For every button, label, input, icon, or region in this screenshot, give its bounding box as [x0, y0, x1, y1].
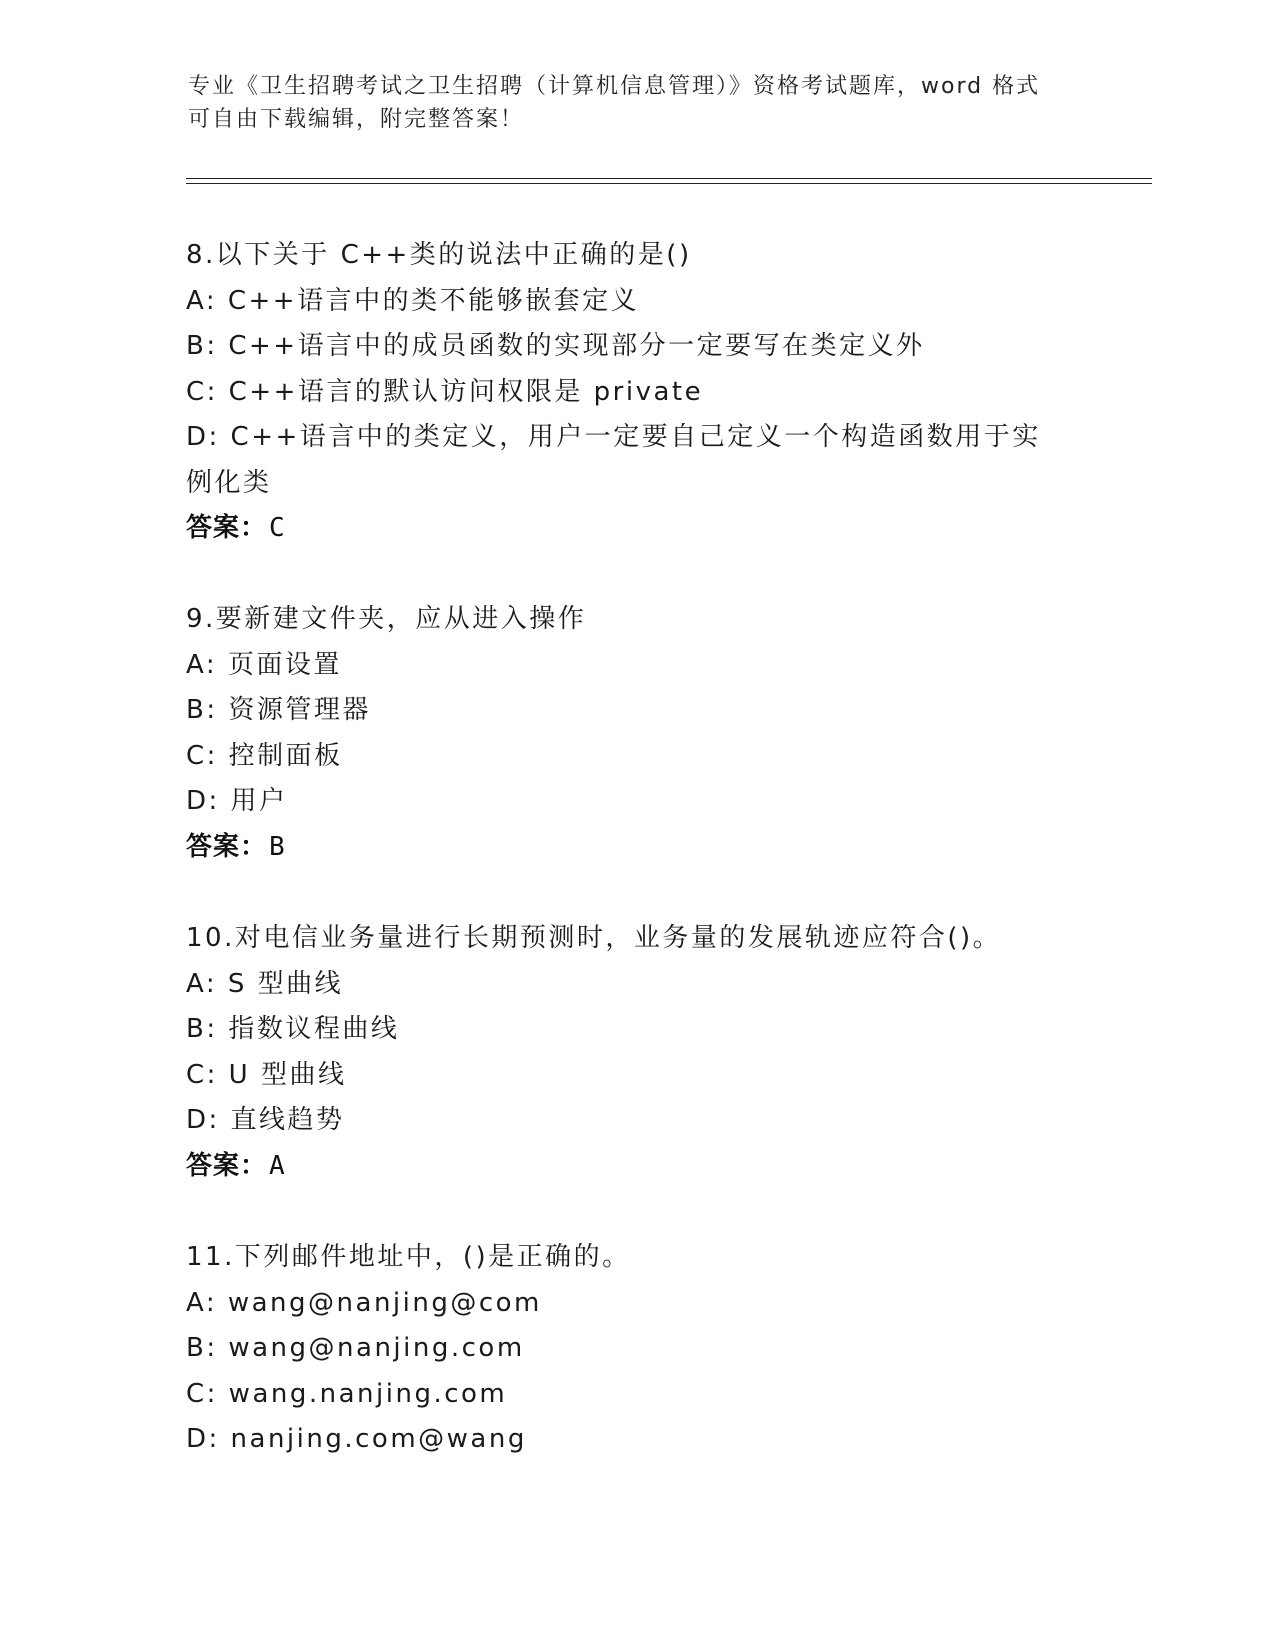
answer-label: 答案：: [186, 831, 268, 862]
option-c: C: C++语言的默认访问权限是 private: [186, 376, 704, 407]
option-b: B: 资源管理器: [186, 695, 371, 725]
option-d: D: 直线趋势: [186, 1105, 345, 1135]
answer-line: [186, 1144, 1086, 1190]
option-c: C: wang.nanjing.com: [186, 1378, 508, 1409]
answer-line: [186, 825, 1086, 871]
question-11: [186, 1235, 1086, 1463]
answer-label: 答案：: [186, 1150, 268, 1181]
question-stem: 11.下列邮件地址中，()是正确的。: [186, 1242, 631, 1272]
header-divider-top: [186, 178, 1152, 179]
answer-value: A: [269, 1150, 286, 1181]
answer-value: B: [269, 831, 286, 862]
question-10: [186, 916, 1086, 1189]
option-d: D: nanjing.com@wang: [186, 1424, 527, 1454]
option-a: A: C++语言中的类不能够嵌套定义: [186, 285, 640, 316]
question-stem: 9.要新建文件夹，应从进入操作: [186, 604, 587, 634]
answer-line: [186, 506, 1086, 552]
option-c: C: 控制面板: [186, 740, 343, 771]
document-header: [188, 70, 1088, 136]
option-b: B: C++语言中的成员函数的实现部分一定要写在类定义外: [186, 331, 925, 361]
option-d: D: 用户: [186, 786, 288, 816]
option-c: C: U 型曲线: [186, 1059, 347, 1090]
question-9: [186, 597, 1086, 870]
answer-value: C: [269, 513, 286, 543]
option-a: A: wang@nanjing@com: [186, 1287, 542, 1318]
option-b: B: 指数议程曲线: [186, 1014, 400, 1044]
option-d: D: C++语言中的类定义，用户一定要自己定义一个构造函数用于实例化类: [186, 422, 1041, 498]
option-b: B: wang@nanjing.com: [186, 1333, 525, 1363]
header-divider-bottom: [186, 183, 1152, 184]
header-line-1: 专业《卫生招聘考试之卫生招聘（计算机信息管理）》资格考试题库，word 格式: [188, 74, 1041, 99]
option-a: A: S 型曲线: [186, 968, 344, 999]
question-stem: 8.以下关于 C++类的说法中正确的是(): [186, 240, 692, 270]
option-a: A: 页面设置: [186, 649, 342, 680]
question-stem: 10.对电信业务量进行长期预测时，业务量的发展轨迹应符合()。: [186, 923, 1002, 953]
answer-label: 答案：: [186, 513, 268, 543]
header-line-2: 可自由下载编辑，附完整答案！: [188, 107, 525, 132]
question-8: [186, 233, 1086, 552]
